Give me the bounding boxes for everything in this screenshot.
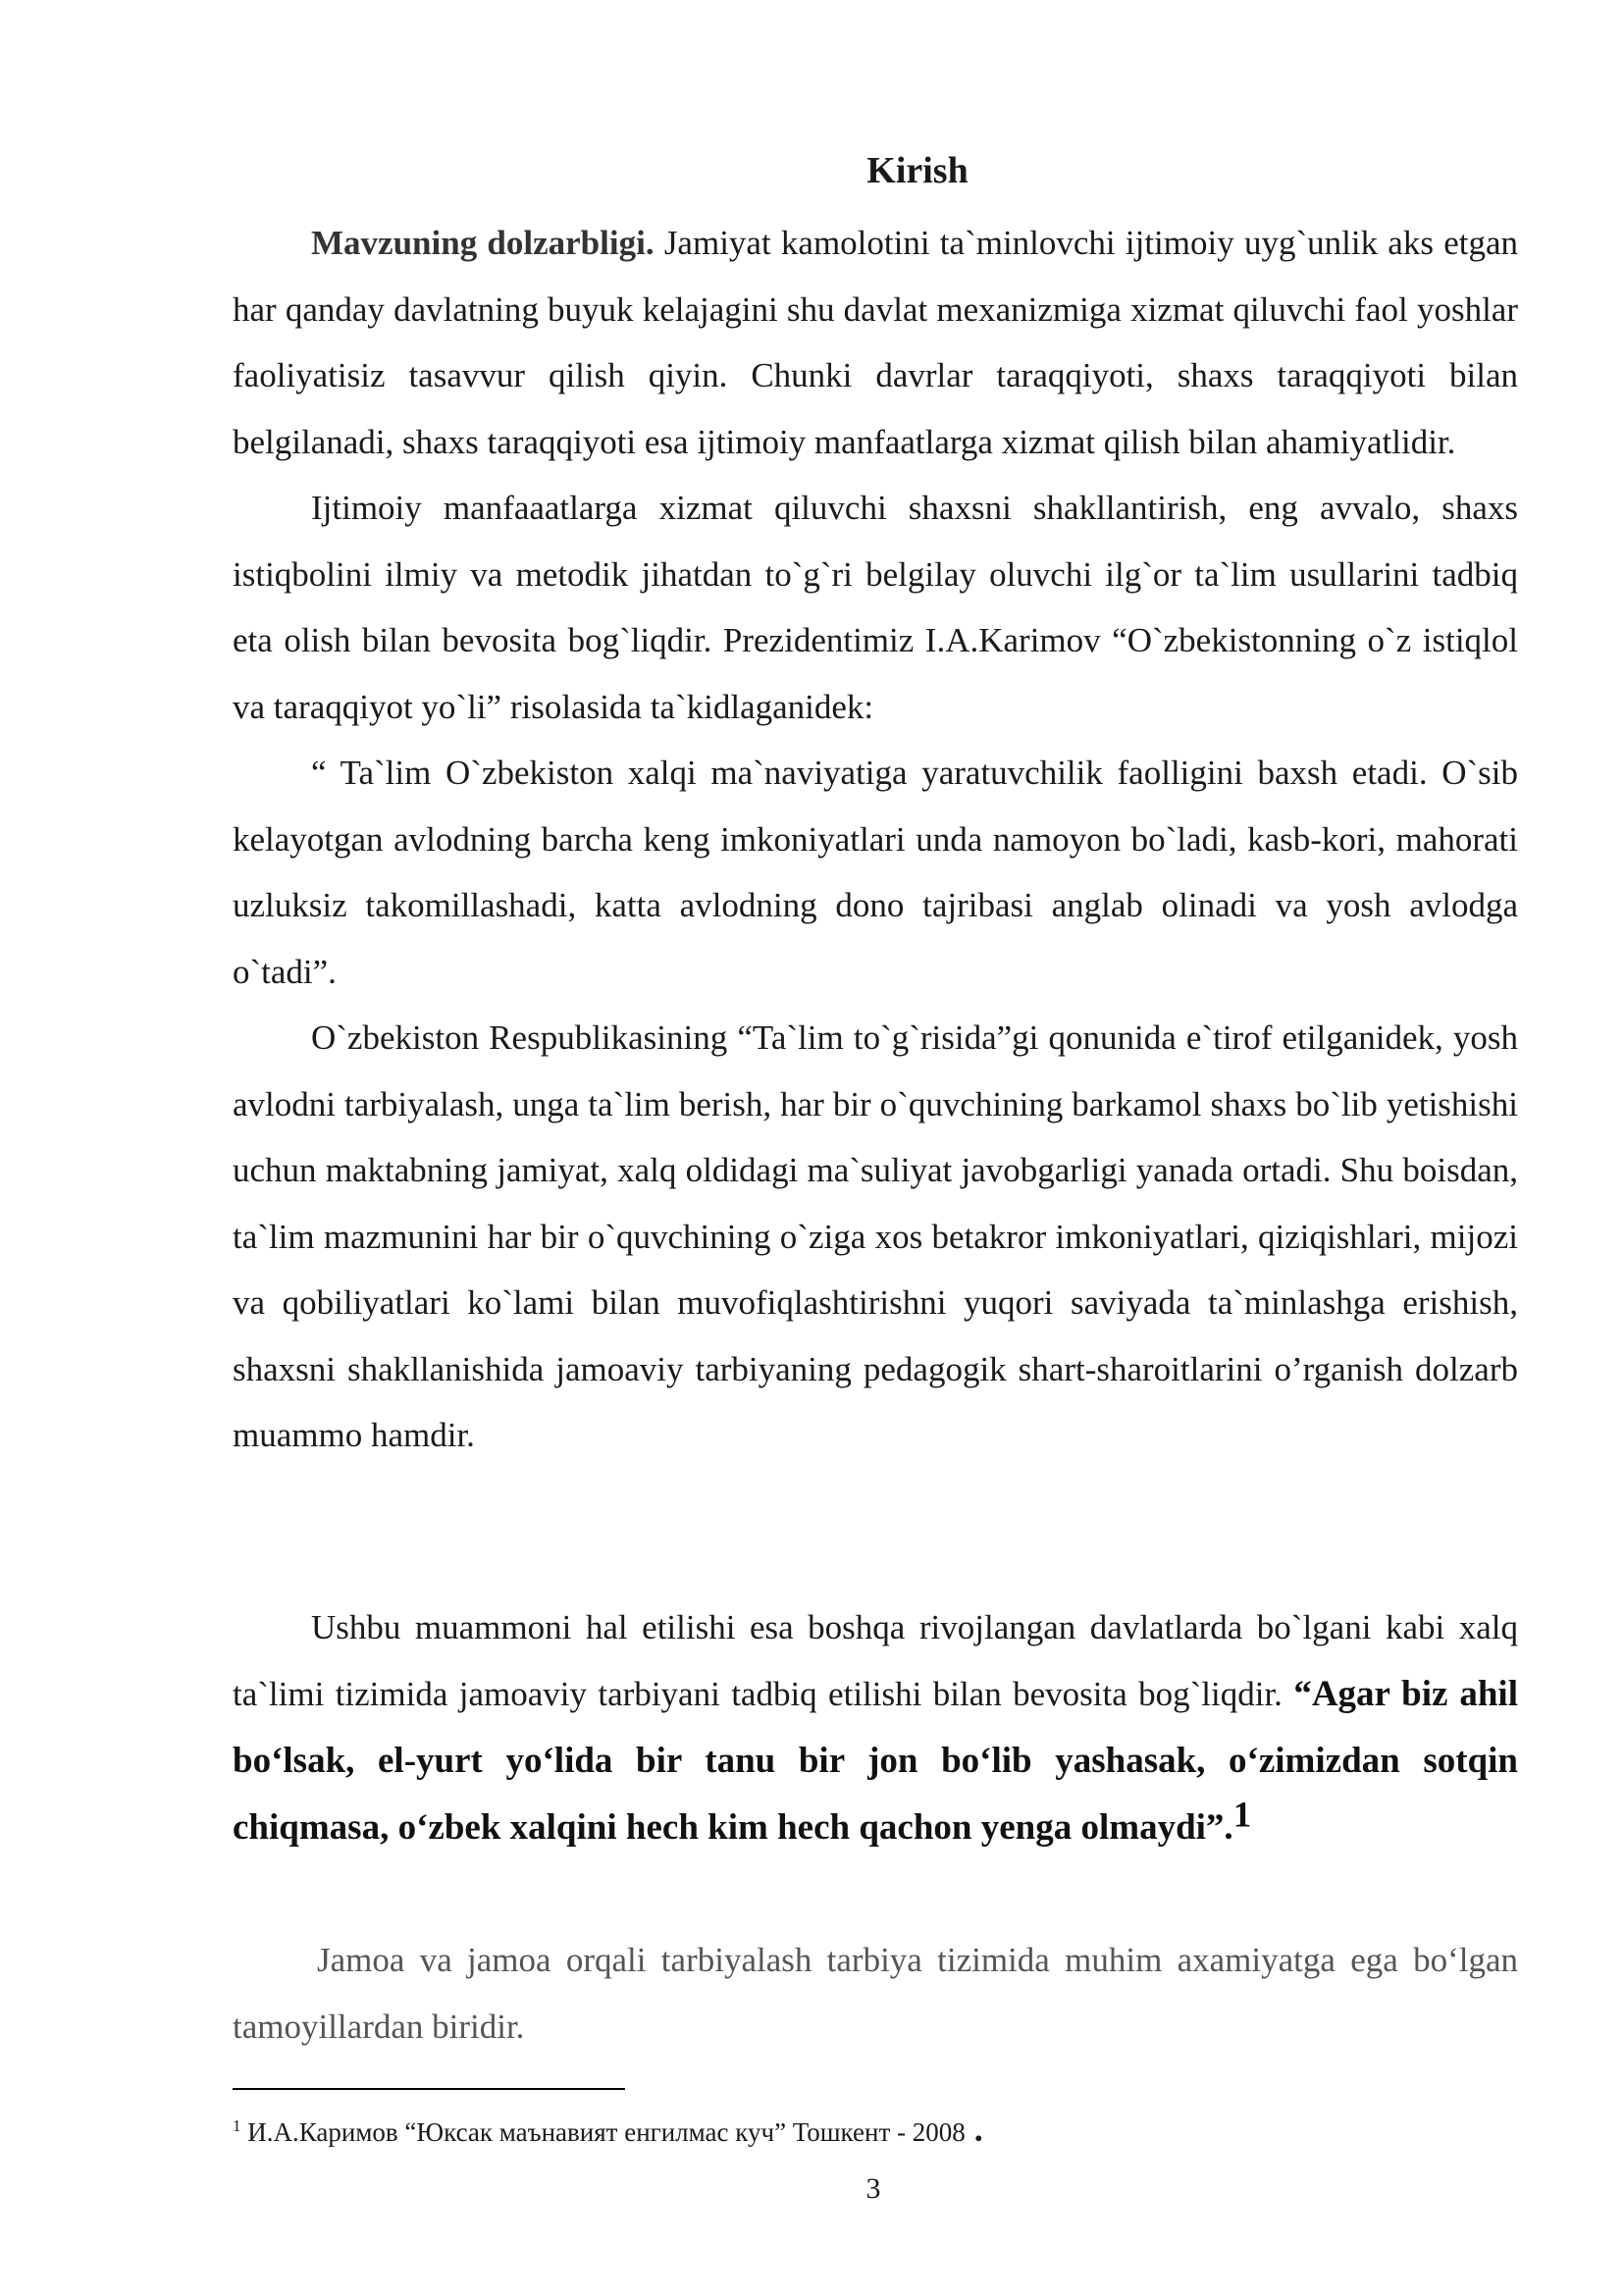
footnote-text: И.А.Каримов “Юксак маънавият енгилмас куч” Тошкент - 2008 (240, 2117, 966, 2147)
paragraph-5 (233, 1594, 1518, 1861)
paragraph-4: O`zbekiston Respublikasining “Ta`lim to`g`risida”gi qonunida e`tirof etilganidek, yosh avlodni tarbiyalash, unga ta`lim berish, har bir o`quvchining barkamol shaxs bo`lib yetishishi uchun maktabning jamiyat, xalq oldidagi ma`suliyat javobgarligi yanada ortadi. Shu boisdan, ta`lim mazmunini har bir o`quvchining o`ziga xos betakror imkoniyatlari, qiziqishlari, mijozi va qobiliyatlari ko`lami bilan muvofiqlashtirishni yuqori saviyada ta`minlashga erishish, shaxsni shakllanishida jamoaviy tarbiyaning pedagogik shart-sharoitlarini o’rganish dolzarb muammo hamdir. (233, 1018, 1518, 1454)
footnote-separator (233, 2088, 625, 2090)
relevance-lead: Mavzuning dolzarbligi. (311, 224, 655, 262)
paragraph-quote-karimov: “ Ta`lim O`zbekiston xalqi ma`naviyatiga yaratuvchilik faolligini baxsh etadi. O`sib kelayotgan avlodning barcha keng imkoniyatlari unda namoyon bo`ladi, kasb-kori, mahorati uzluksiz takomillashadi, katta avlodning dono tajribasi anglab olinadi va yosh avlodga o`tadi”. (233, 754, 1518, 991)
paragraph-5-text: Ushbu muammoni hal etilishi esa boshqa rivojlangan davlatlarda bo`lgani kabi xalq ta`limi tizimida jamoaviy tarbiyani tadbiq etilishi bilan bevosita bog`liqdir. (233, 1608, 1518, 1713)
body-text-lower (233, 1594, 1518, 1861)
bold-quote: “Agar biz ahil bo‘lsak, el-yurt yo‘lida bir tanu bir jon bo‘lib yashasak, o‘zimizdan sotqin chiqmasa, o‘zbek xalqini hech kim hech qachon yenga olmaydi”. (233, 1674, 1518, 1848)
paragraph-relevance (233, 210, 1518, 475)
body-text-closing (233, 1927, 1518, 2060)
page-number: 3 (865, 2172, 881, 2205)
paragraph-2: Ijtimoiy manfaaatlarga xizmat qiluvchi shaxsni shakllantirish, eng avvalo, shaxs istiqbolini ilmiy va metodik jihatdan to`g`ri belgilay oluvchi ilg`or ta`lim usullarini tadbiq eta olish bilan bevosita bog`liqdir. Prezidentimiz I.A.Karimov “O`zbekistonning o`z istiqlol va taraqqiyot yo`li” risolasida ta`kidlaganidek: (233, 489, 1518, 726)
body-text-upper (233, 210, 1518, 1469)
paragraph-6-text: Jamoa va jamoa orqali tarbiyalash tarbiya tizimida muhim axamiyatga ega bo‘lgan tamoyillardan biridir. (233, 1941, 1518, 2046)
relevance-text: Jamiyat kamolotini ta`minlovchi ijtimoiy uyg`unlik aks etgan har qanday davlatning buyuk kelajagini shu davlat mexanizmiga xizmat qiluvchi faol yoshlar faoliyatisiz tasavvur qilish qiyin. Chunki davrlar taraqqiyoti, shaxs taraqqiyoti bilan belgilanadi, shaxs taraqqiyoti esa ijtimoiy manfaatlarga xizmat qilish bilan ahamiyatlidir. (233, 224, 1518, 461)
footnote-mark: 1 (233, 2116, 241, 2135)
footnote-end: . (965, 2110, 983, 2149)
paragraph-6 (233, 1927, 1518, 2060)
footnote (233, 2112, 983, 2150)
page-title: Kirish (866, 150, 969, 191)
footnote-reference: 1 (1232, 1795, 1252, 1836)
